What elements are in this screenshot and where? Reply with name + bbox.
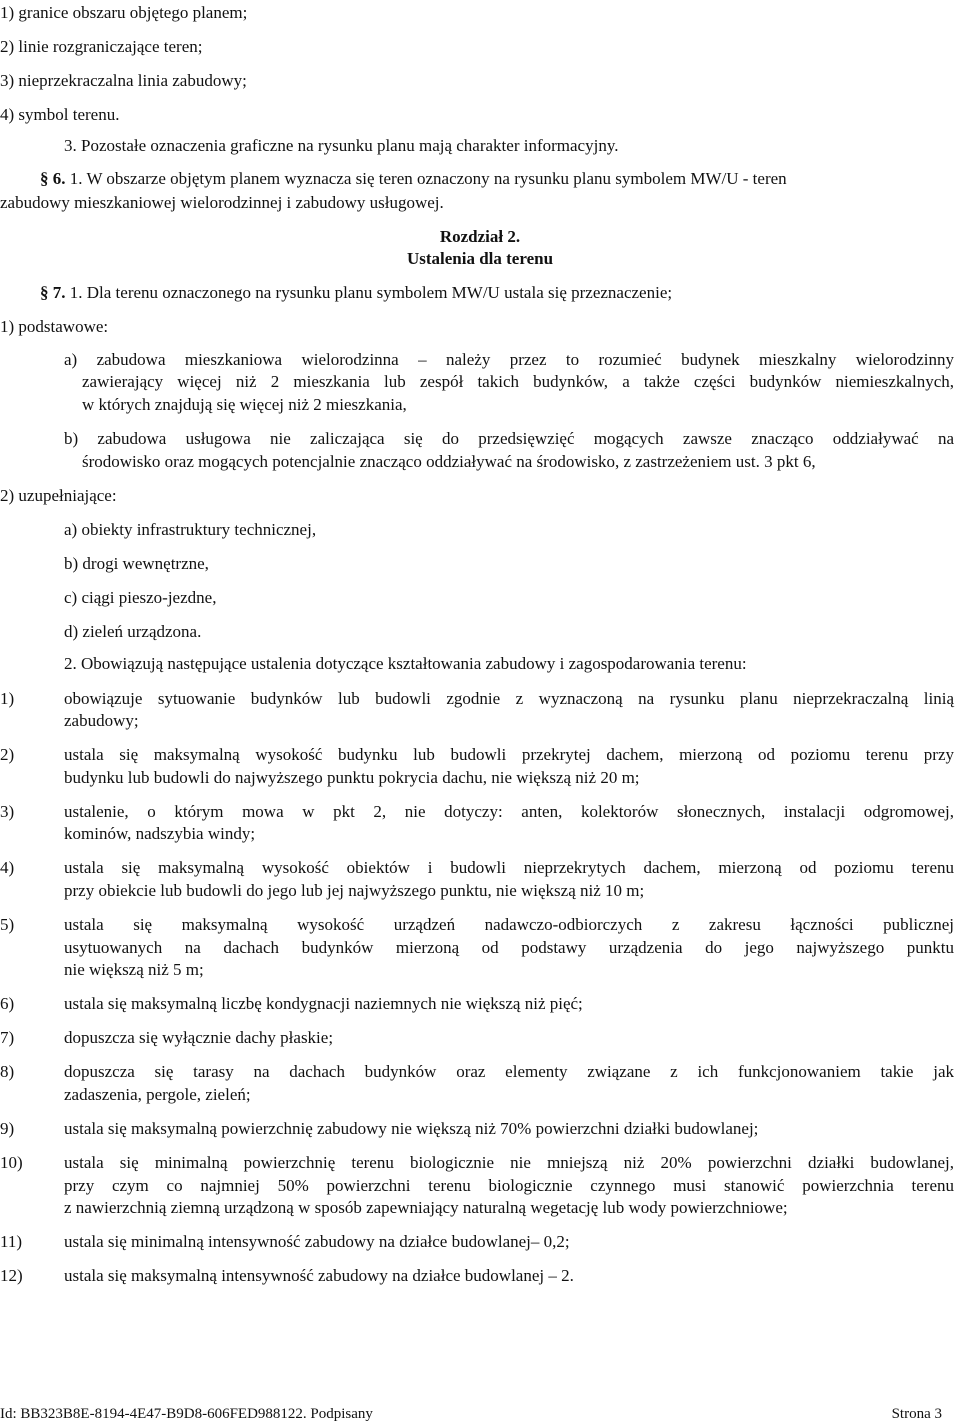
rule-number: 4): [0, 858, 15, 877]
list-item-3: 3) nieprzekraczalna linia zabudowy;: [0, 71, 247, 90]
section-6-text: 1. W obszarze objętym planem wyznacza się teren oznaczony na rysunku planu symbolem MW/U - teren: [69, 169, 787, 188]
list-item-1: 1) granice obszaru objętego planem;: [0, 3, 248, 22]
rule-line: usytuowanych na dachach budynków mierzoną od podstawy urządzenia do jego najwyższego punktu: [64, 938, 954, 957]
rule-line: ustala się minimalną intensywność zabudowy na działce budowlanej– 0,2;: [64, 1232, 570, 1251]
rule-line: budynku lub budowli do najwyższego punktu pokrycia dachu, nie większą niż 20 m;: [64, 768, 640, 787]
section-7-text: 1. Dla terenu oznaczonego na rysunku planu symbolem MW/U ustala się przeznaczenie;: [69, 283, 673, 302]
paragraph-3: 3. Pozostałe oznaczenia graficzne na rysunku planu mają charakter informacyjny.: [64, 136, 619, 155]
rule-number: 8): [0, 1062, 15, 1081]
rule-number: 2): [0, 745, 15, 764]
supplementary-label: 2) uzupełniające:: [0, 486, 117, 505]
supp-item-a: a) obiekty infrastruktury technicznej,: [64, 520, 317, 539]
footer-page-number: Strona 3: [891, 1406, 942, 1422]
section-6-mark: § 6.: [40, 169, 66, 188]
item-a-line-1: a) zabudowa mieszkaniowa wielorodzinna – należy przez to rozumieć budynek mieszkalny wielorodzinny: [64, 350, 954, 369]
section-7: [40, 282, 672, 304]
rule-number: 10): [0, 1153, 23, 1172]
item-b-line-2: środowisko oraz mogących potencjalnie znacząco oddziaływać na środowisko, z zastrzeżeniem ust. 3 pkt 6,: [82, 452, 816, 471]
rule-line: nie większą niż 5 m;: [64, 960, 204, 979]
rule-line: kominów, nadszybia windy;: [64, 824, 256, 843]
rule-line: ustala się maksymalną wysokość budynku lub budowli przekrytej dachem, mierzoną od poziomu terenu przy: [64, 745, 954, 764]
rule-line: obowiązuje sytuowanie budynków lub budowli zgodnie z wyznaczoną na rysunku planu nieprzekraczalną linią: [64, 689, 954, 708]
section-6: [40, 168, 787, 190]
rule-line: ustala się minimalną powierzchnię terenu biologicznie nie mniejszą niż 20% powierzchni działki budowlanej,: [64, 1153, 954, 1172]
rule-line: zabudowy;: [64, 711, 139, 730]
rule-number: 7): [0, 1028, 15, 1047]
rule-number: 5): [0, 915, 15, 934]
item-a-line-2: zawierający więcej niż 2 mieszkania lub zespół takich budynków, a także części budynków niemieszkalnych,: [82, 372, 954, 391]
section-7-mark: § 7.: [40, 283, 66, 302]
rule-number: 3): [0, 802, 15, 821]
footer-document-id: Id: BB323B8E-8194-4E47-B9D8-606FED988122. Podpisany: [0, 1406, 373, 1422]
basic-label: 1) podstawowe:: [0, 317, 109, 336]
list-item-4: 4) symbol terenu.: [0, 105, 120, 124]
section-6-line-2: zabudowy mieszkaniowej wielorodzinnej i zabudowy usługowej.: [0, 193, 444, 212]
rule-line: z nawierzchnią ziemną urządzoną w sposób zapewniający naturalną wegetację lub wody powierzchniowe;: [64, 1198, 788, 1217]
rule-line: zadaszenia, pergole, zieleń;: [64, 1085, 251, 1104]
item-a-line-3: w których znajdują się więcej niż 2 mieszkania,: [82, 395, 407, 414]
rule-line: przy czym co najmniej 50% powierzchni terenu biologicznie czynnego musi stanowić powierzchnia terenu: [64, 1176, 954, 1195]
chapter-title: Rozdział 2.: [439, 227, 521, 246]
item-b-line-1: b) zabudowa usługowa nie zaliczająca się do przedsięwzięć mogących zawsze znacząco oddziaływać na: [64, 429, 954, 448]
supp-item-b: b) drogi wewnętrzne,: [64, 554, 209, 573]
rule-number: 9): [0, 1119, 15, 1138]
rule-number: 1): [0, 689, 15, 708]
rule-line: dopuszcza się tarasy na dachach budynków oraz elementy związane z ich funkcjonowaniem takie jak: [64, 1062, 954, 1081]
rule-line: ustala się maksymalną wysokość obiektów i budowli nieprzekrytych dachem, mierzoną od poziomu terenu: [64, 858, 954, 877]
supp-item-c: c) ciągi pieszo-jezdne,: [64, 588, 217, 607]
rule-line: dopuszcza się wyłącznie dachy płaskie;: [64, 1028, 334, 1047]
rule-line: ustala się maksymalną wysokość urządzeń nadawczo-odbiorczych z zakresu łączności publicznej: [64, 915, 954, 934]
rule-line: przy obiekcie lub budowli do jego lub jej najwyższego punktu, nie większą niż 10 m;: [64, 881, 645, 900]
rule-line: ustalenie, o którym mowa w pkt 2, nie dotyczy: anten, kolektorów słonecznych, instalacji odgromowej,: [64, 802, 954, 821]
rule-number: 12): [0, 1266, 23, 1285]
rule-line: ustala się maksymalną liczbę kondygnacji naziemnych nie większą niż pięć;: [64, 994, 583, 1013]
rule-number: 6): [0, 994, 15, 1013]
list-item-2: 2) linie rozgraniczające teren;: [0, 37, 203, 56]
supp-item-d: d) zieleń urządzona.: [64, 622, 202, 641]
rule-number: 11): [0, 1232, 23, 1251]
rule-line: ustala się maksymalną intensywność zabudowy na działce budowlanej – 2.: [64, 1266, 574, 1285]
chapter-subtitle: Ustalenia dla terenu: [406, 249, 554, 268]
paragraph-2: 2. Obowiązują następujące ustalenia dotyczące kształtowania zabudowy i zagospodarowania terenu:: [64, 654, 747, 673]
rule-line: ustala się maksymalną powierzchnię zabudowy nie większą niż 70% powierzchni działki budowlanej;: [64, 1119, 759, 1138]
